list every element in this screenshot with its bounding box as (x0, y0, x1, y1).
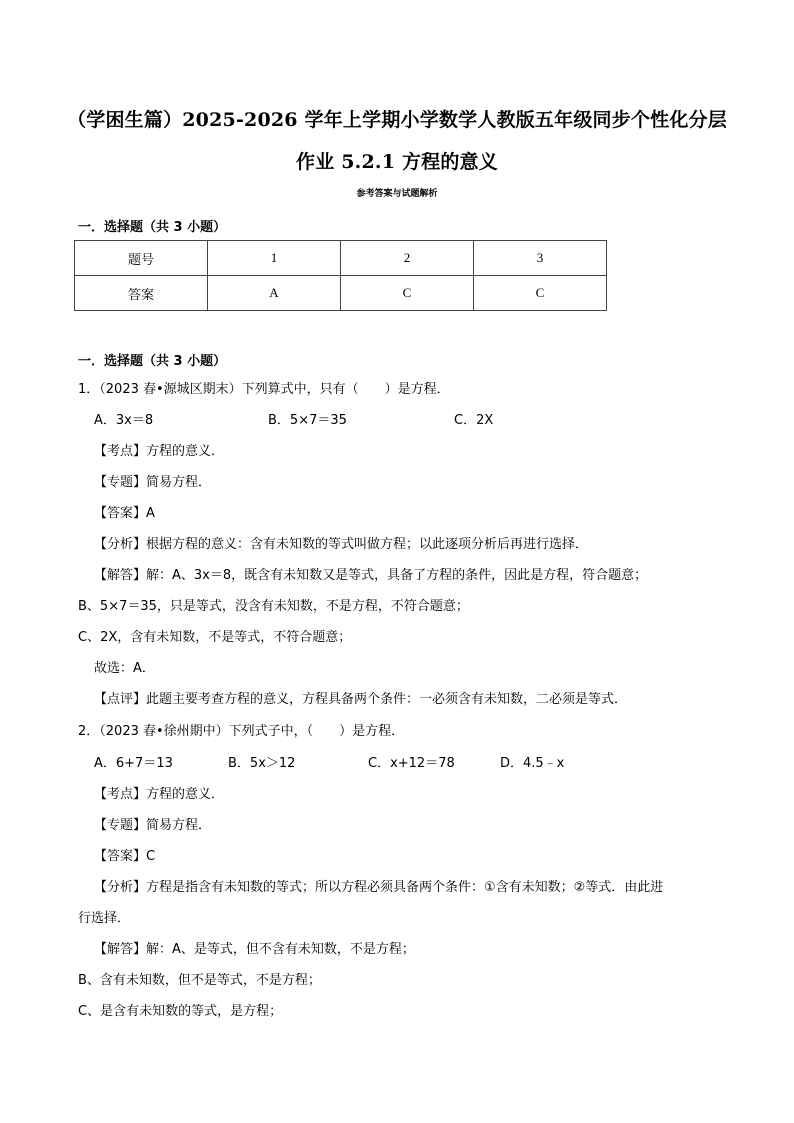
option-c: C．x+12＝78 (368, 756, 455, 771)
q1-dianping: 【点评】此题主要考查方程的意义，方程具备两个条件：一必须含有未知数，二必须是等式． (94, 692, 628, 707)
answer-table (74, 240, 607, 311)
q1-kaodian: 【考点】方程的意义． (94, 444, 225, 459)
question-2-options (94, 754, 564, 774)
q1-daan: 【答案】A (94, 506, 155, 521)
q1-fenxi: 【分析】根据方程的意义：含有未知数的等式叫做方程；以此逐项分析后再进行选择． (94, 537, 589, 552)
q2-jieda-2: B、含有未知数，但不是等式，不是方程； (78, 973, 321, 988)
question-number-cell: 2 (341, 241, 474, 276)
q1-jieda-2: B、5×7＝35，只是等式，没含有未知数，不是方程，不符合题意； (78, 599, 469, 614)
option-d: D．4.5﹣x (500, 756, 565, 771)
q2-daan: 【答案】C (94, 849, 156, 864)
q1-jieda-4: 故选：A． (94, 661, 155, 676)
answer-cell: C (341, 276, 474, 311)
option-b: B．5x＞12 (228, 756, 296, 771)
q1-zhuanti: 【专题】简易方程． (94, 475, 212, 490)
option-c: C．2X (454, 413, 494, 428)
detail-section-heading: 一．选择题（共 3 小题） (78, 354, 227, 369)
question-number-cell: 1 (208, 241, 341, 276)
document-title: （学困生篇）2025-2026 学年上学期小学数学人教版五年级同步个性化分层作业 5.2.1 方程的意义 (67, 109, 727, 173)
table-row (75, 276, 607, 311)
option-a: A．3x＝8 (94, 413, 154, 428)
q2-fenxi-1: 【分析】方程是指含有未知数的等式；所以方程必须具备两个条件：①含有未知数；②等式．由此进 (94, 880, 664, 895)
q2-fenxi-2: 行选择． (78, 911, 131, 926)
question-1-stem: 1．（2023 春•源城区期末）下列算式中，只有（ ）是方程． (78, 382, 450, 397)
q2-jieda-1: 【解答】解：A、是等式，但不含有未知数，不是方程； (94, 942, 415, 957)
q1-jieda-3: C、2X，含有未知数，不是等式，不符合题意； (78, 630, 352, 645)
answer-cell: A (208, 276, 341, 311)
q2-zhuanti: 【专题】简易方程． (94, 818, 212, 833)
question-number-cell: 3 (474, 241, 607, 276)
q2-jieda-3: C、是含有未知数的等式，是方程； (78, 1004, 283, 1019)
table-row (75, 241, 607, 276)
row-header-number: 题号 (75, 241, 208, 276)
q2-kaodian: 【考点】方程的意义． (94, 787, 225, 802)
row-header-answer: 答案 (75, 276, 208, 311)
document-subtitle: 参考答案与试题解析 (356, 189, 438, 199)
question-2-stem: 2．（2023 春•徐州期中）下列式子中，（ ）是方程． (78, 724, 405, 739)
option-a: A．6+7＝13 (94, 756, 173, 771)
question-1-options (94, 411, 493, 431)
option-b: B．5×7＝35 (268, 413, 347, 428)
answer-cell: C (474, 276, 607, 311)
answer-section-heading: 一．选择题（共 3 小题） (78, 220, 227, 235)
q1-jieda-1: 【解答】解：A、3x＝8，既含有未知数又是等式，具备了方程的条件，因此是方程，符合题意； (94, 568, 648, 583)
